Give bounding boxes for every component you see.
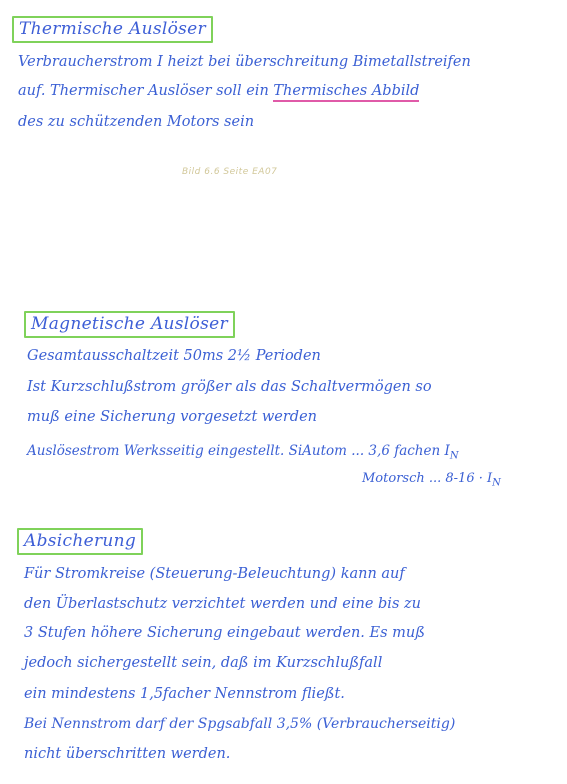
text-line xyxy=(27,443,459,462)
pencil-note: Bild 6.6 Seite EA07 xyxy=(182,167,278,177)
text-line: ein mindestens 1,5facher Nennstrom fließt. xyxy=(24,686,345,702)
subscript: N xyxy=(492,477,501,489)
text-line: nicht überschritten werden. xyxy=(24,746,231,762)
text-line: Bei Nennstrom darf der Spgsabfall 3,5% (Verbraucherseitig) xyxy=(24,716,456,732)
text-line: 3 Stufen höhere Sicherung eingebaut werden. Es muß xyxy=(24,625,425,641)
text-line: Verbraucherstrom I heizt bei überschreitung Bimetallstreifen xyxy=(18,54,471,70)
underlined-term: Thermisches Abbild xyxy=(273,83,419,102)
heading-magnetische-ausloeser: Magnetische Auslöser xyxy=(24,311,235,338)
text-line xyxy=(18,83,419,99)
heading-thermische-ausloeser: Thermische Auslöser xyxy=(12,16,213,43)
subscript: N xyxy=(449,450,459,462)
text-fragment: auf. Thermischer Auslöser soll ein xyxy=(18,83,269,99)
text-fragment: Auslösestrom Werksseitig eingestellt. SiAutom ... 3,6 fachen I xyxy=(27,443,450,459)
text-line: muß eine Sicherung vorgesetzt werden xyxy=(27,409,318,425)
text-line xyxy=(362,471,501,489)
text-line: Gesamtausschaltzeit 50ms 2½ Perioden xyxy=(27,348,321,364)
text-line: den Überlastschutz verzichtet werden und eine bis zu xyxy=(24,596,421,612)
text-line: jedoch sichergestellt sein, daß im Kurzschlußfall xyxy=(24,655,383,671)
text-line: Für Stromkreise (Steuerung-Beleuchtung) kann auf xyxy=(24,566,405,582)
text-line: Ist Kurzschlußstrom größer als das Schaltvermögen so xyxy=(27,379,432,395)
text-line: des zu schützenden Motors sein xyxy=(18,114,255,130)
text-fragment: Motorsch ... 8-16 · I xyxy=(362,471,493,486)
heading-absicherung: Absicherung xyxy=(17,528,143,555)
